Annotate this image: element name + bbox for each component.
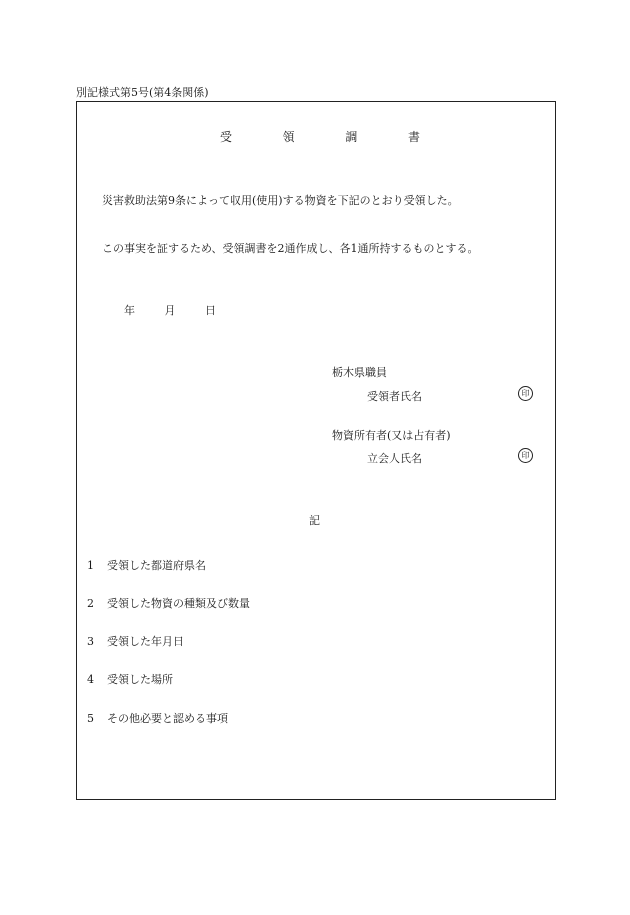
witness-seal-icon: 印 <box>518 448 533 463</box>
item-number: 4 <box>87 673 94 686</box>
list-item <box>87 671 173 687</box>
list-item <box>87 710 228 726</box>
item-text: 受領した物資の種類及び数量 <box>107 597 250 610</box>
item-text: その他必要と認める事項 <box>107 712 228 725</box>
item-text: 受領した年月日 <box>107 635 184 648</box>
list-item <box>87 595 250 611</box>
body-certification: この事実を証するため、受領調書を2通作成し、各1通所持するものとする。 <box>102 242 479 255</box>
receiver-seal-icon: 印 <box>518 386 533 401</box>
receiver-name-label: 受領者氏名 <box>367 390 422 403</box>
title-char-4: 書 <box>407 130 420 144</box>
item-text: 受領した都道府県名 <box>107 559 206 572</box>
owner-label: 物資所有者(又は占有者) <box>332 429 451 442</box>
item-number: 2 <box>87 597 94 610</box>
witness-name-label: 立会人氏名 <box>367 452 422 465</box>
date-row <box>124 302 216 318</box>
title-char-2: 領 <box>282 130 295 144</box>
title-char-1: 受 <box>220 130 233 144</box>
document-title <box>220 128 420 145</box>
list-item <box>87 633 184 649</box>
date-year-label: 年 <box>124 304 135 317</box>
form-number: 別記様式第5号(第4条関係) <box>76 86 209 99</box>
official-label: 栃木県職員 <box>332 366 387 379</box>
title-char-3: 調 <box>345 130 358 144</box>
ki-heading: 記 <box>309 514 320 527</box>
date-day-label: 日 <box>205 304 216 317</box>
item-number: 3 <box>87 635 94 648</box>
date-month-label: 月 <box>164 304 176 317</box>
item-text: 受領した場所 <box>107 673 173 686</box>
list-item <box>87 557 206 573</box>
body-statement: 災害救助法第9条によって収用(使用)する物資を下記のとおり受領した。 <box>102 194 459 207</box>
item-number: 5 <box>87 712 94 725</box>
item-number: 1 <box>87 559 94 572</box>
